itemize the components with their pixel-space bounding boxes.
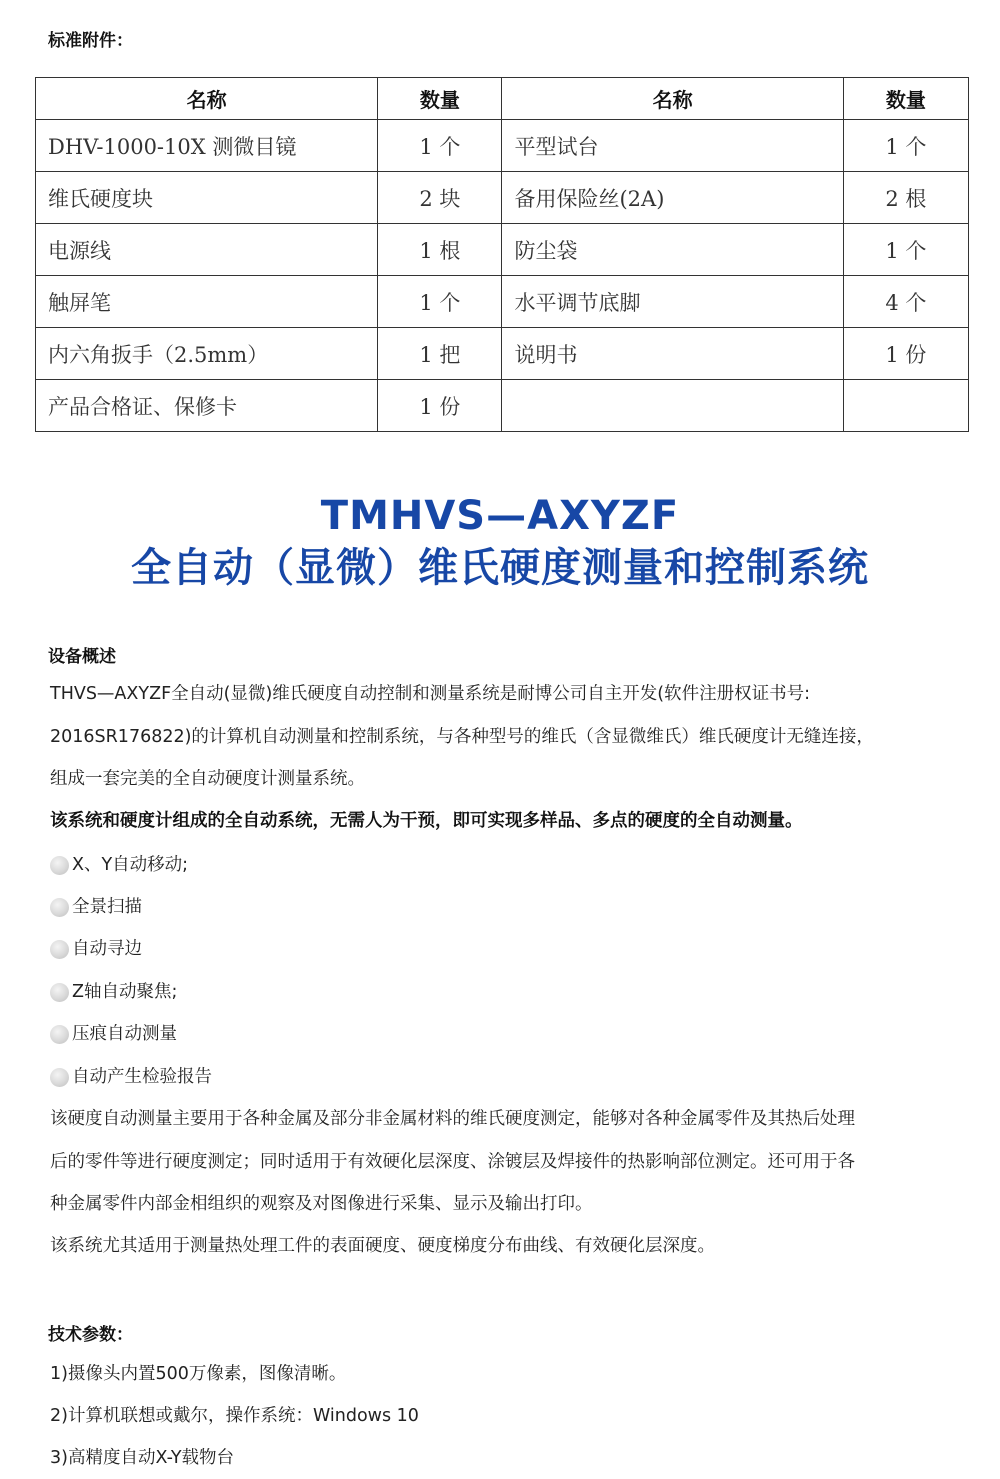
feature-label: 压痕自动测量 xyxy=(72,1024,177,1044)
spec-item: 2)计算机联想或戴尔，操作系统：Windows 10 xyxy=(50,1406,419,1426)
feature-label: 自动产生检验报告 xyxy=(72,1067,212,1087)
feature-label: 自动寻边 xyxy=(72,939,142,959)
item-name: 触屏笔 xyxy=(36,276,378,328)
bullet-circle-icon xyxy=(50,940,69,959)
item-qty xyxy=(843,380,968,432)
item-name: 平型试台 xyxy=(502,120,843,172)
bullet-circle-icon xyxy=(50,1068,69,1087)
item-qty: 1 个 xyxy=(843,120,968,172)
overview-heading: 设备概述 xyxy=(48,647,116,667)
item-name: 电源线 xyxy=(36,224,378,276)
product-model-title: TMHVS—AXYZF xyxy=(320,493,680,539)
item-qty: 1 个 xyxy=(378,276,502,328)
bullet-circle-icon xyxy=(50,1025,69,1044)
item-qty: 4 个 xyxy=(843,276,968,328)
item-name: DHV-1000-10X 测微目镜 xyxy=(36,120,378,172)
feature-item xyxy=(50,1022,177,1046)
item-qty: 1 份 xyxy=(378,380,502,432)
spec-item: 1)摄像头内置500万像素，图像清晰。 xyxy=(50,1364,347,1384)
feature-label: 全景扫描 xyxy=(72,897,142,917)
item-name: 说明书 xyxy=(502,328,843,380)
bullet-circle-icon xyxy=(50,898,69,917)
item-qty: 1 把 xyxy=(378,328,502,380)
accessories-heading: 标准附件： xyxy=(48,31,133,51)
item-qty: 1 份 xyxy=(843,328,968,380)
overview-line: 2016SR176822)的计算机自动测量和控制系统，与各种型号的维氏（含显微维氏）维氏硬度计无缝连接， xyxy=(50,727,874,747)
bullet-circle-icon xyxy=(50,856,69,875)
table-row xyxy=(36,276,969,328)
feature-item xyxy=(50,853,188,877)
feature-label: X、Y自动移动; xyxy=(72,855,189,875)
item-name: 水平调节底脚 xyxy=(502,276,843,328)
product-name-title: 全自动（显微）维氏硬度测量和控制系统 xyxy=(131,545,869,591)
overview-bold-line: 该系统和硬度计组成的全自动系统，无需人为干预，即可实现多样品、多点的硬度的全自动测量。 xyxy=(50,811,803,831)
overview-line: 组成一套完美的全自动硬度计测量系统。 xyxy=(50,769,365,789)
application-line: 该系统尤其适用于测量热处理工件的表面硬度、硬度梯度分布曲线、有效硬化层深度。 xyxy=(50,1236,715,1256)
table-row xyxy=(36,224,969,276)
item-name: 备用保险丝(2A) xyxy=(502,172,843,224)
item-qty: 1 个 xyxy=(843,224,968,276)
header-name-1: 名称 xyxy=(36,78,378,120)
header-qty-1: 数量 xyxy=(378,78,502,120)
table-row xyxy=(36,380,969,432)
table-row xyxy=(36,120,969,172)
specs-heading: 技术参数： xyxy=(48,1325,133,1345)
feature-item xyxy=(50,1065,212,1089)
accessories-table xyxy=(35,77,969,432)
bullet-circle-icon xyxy=(50,983,69,1002)
table-header-row xyxy=(36,78,969,120)
feature-label: Z轴自动聚焦; xyxy=(72,982,178,1002)
table-row xyxy=(36,328,969,380)
spec-item: 3)高精度自动X-Y载物台 xyxy=(50,1448,235,1468)
item-qty: 2 根 xyxy=(843,172,968,224)
feature-item xyxy=(50,937,142,961)
item-name: 内六角扳手（2.5mm） xyxy=(36,328,378,380)
feature-item xyxy=(50,980,177,1004)
item-qty: 1 根 xyxy=(378,224,502,276)
application-line: 种金属零件内部金相组织的观察及对图像进行采集、显示及输出打印。 xyxy=(50,1194,593,1214)
item-name xyxy=(502,380,843,432)
feature-item xyxy=(50,895,142,919)
application-line: 该硬度自动测量主要用于各种金属及部分非金属材料的维氏硬度测定，能够对各种金属零件及其热后处理 xyxy=(50,1109,855,1129)
item-name: 维氏硬度块 xyxy=(36,172,378,224)
application-line: 后的零件等进行硬度测定；同时适用于有效硬化层深度、涂镀层及焊接件的热影响部位测定。还可用于各 xyxy=(50,1152,855,1172)
overview-line: THVS—AXYZF全自动(显微)维氏硬度自动控制和测量系统是耐博公司自主开发(软件注册权证书号: xyxy=(50,684,811,704)
item-name: 产品合格证、保修卡 xyxy=(36,380,378,432)
item-qty: 1 个 xyxy=(378,120,502,172)
item-qty: 2 块 xyxy=(378,172,502,224)
header-name-2: 名称 xyxy=(502,78,843,120)
header-qty-2: 数量 xyxy=(843,78,968,120)
item-name: 防尘袋 xyxy=(502,224,843,276)
table-row xyxy=(36,172,969,224)
